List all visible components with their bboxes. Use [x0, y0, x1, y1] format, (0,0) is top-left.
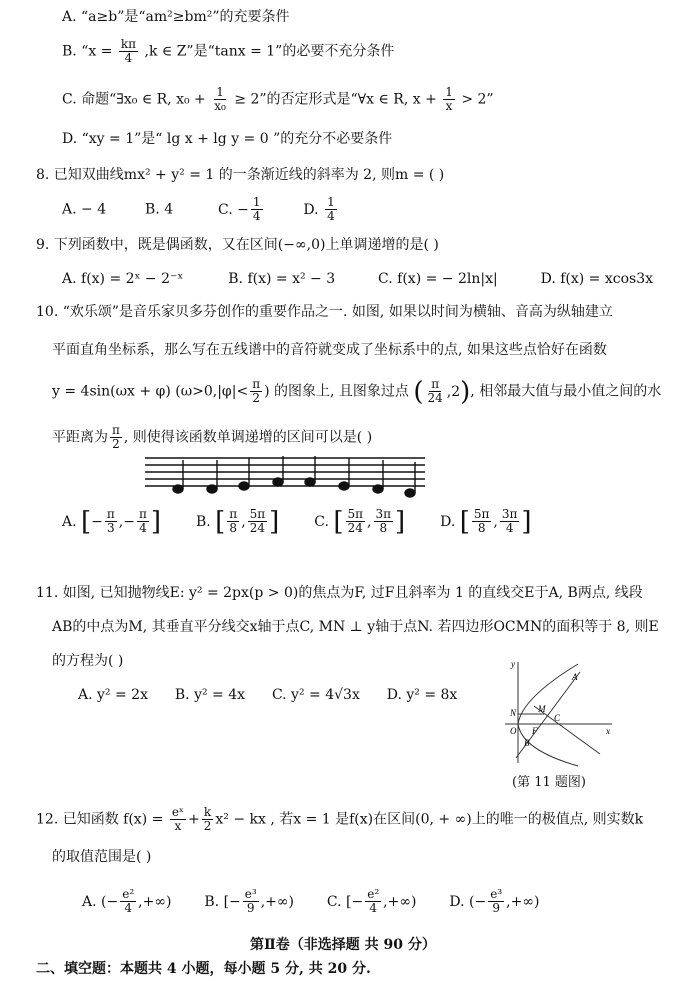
q9-option-d: D. f(x) = xcos3x [540, 271, 654, 287]
q12-option-a: A. (− $\frac{\text{e²}}{4}$ ,+∞) [82, 887, 172, 915]
q7-c-suffix: > 2” [461, 91, 494, 108]
q7-c-middle: ≥ 2”的否定形式是“∀x ∈ R, x + [234, 91, 437, 108]
q7-option-c [62, 86, 494, 113]
fig-label-m: M [538, 704, 546, 714]
q11-line-1: 11. 如图, 已知抛物线E: y² = 2px(p > 0)的焦点为F, 过F且斜率为 1 的直线交E于A, B两点, 线段 [36, 585, 643, 601]
q8-options [62, 196, 339, 223]
parabola-figure [500, 658, 620, 768]
q10-option-d: D. [ $\frac{5\pi}{8}$ , $\frac{3\pi}{4}$ ] [440, 506, 532, 537]
volume-two-title: 第Ⅱ卷（非选择题 共 90 分） [250, 937, 436, 953]
q8-option-c: C. − $\frac{1}{4}$ [218, 195, 261, 223]
q10-option-b: B. [ $\frac{\pi}{8}$ , $\frac{5\pi}{24}$ ] [195, 506, 280, 537]
q10-option-c: C. [ $\frac{5\pi}{24}$ , $\frac{3\pi}{8}$ ] [314, 506, 406, 537]
fig-label-x: x [606, 726, 610, 736]
q8-stem: 8. 已知双曲线mx² + y² = 1 的一条渐近线的斜率为 2, 则m = ( ) [36, 167, 445, 183]
q7-c-fraction-2: $\frac{1}{x}$ [445, 85, 453, 113]
q11-options [78, 686, 457, 704]
note-head [339, 482, 349, 490]
note-head [405, 489, 415, 497]
q12-option-b: B. [− $\frac{\text{e³}}{9}$ ,+∞) [204, 887, 294, 915]
q10-line-1: 10. “欢乐颂”是音乐家贝多芬创作的重要作品之一. 如图, 如果以时间为横轴、音高为纵轴建立 [36, 304, 613, 320]
q7-b-suffix: ,k ∈ Z”是“tanx = 1”的必要不充分条件 [144, 43, 395, 60]
fig-label-o: O [510, 726, 517, 736]
q12-line-2: 的取值范围是( ) [52, 849, 152, 865]
q9-options [62, 270, 653, 288]
q11-figure-caption: (第 11 题图) [512, 775, 586, 790]
q11-line-2: AB的中点为M, 其垂直平分线交x轴于点C, MN ⊥ y轴于点N. 若四边形OCMN的面积等于 8, 则E [52, 619, 659, 635]
q7-c-fraction-1: $\frac{1}{\text{x₀}}$ [214, 85, 226, 113]
q12-line-1: 12. 已知函数 f(x) = $\frac{\text{eˣ}}{x}$ + $\frac{k}{2}$ x² − kx , 若x = 1 是f(x)在区间(0, + ∞)上的唯一的极值点, 则实数k [36, 805, 644, 833]
note-head [305, 478, 315, 486]
note-head [273, 478, 283, 486]
q11-option-d: D. y² = 8x [386, 687, 458, 703]
q7-option-d: D. “xy = 1”是“ lg x + lg y = 0 ”的充分不必要条件 [62, 131, 393, 147]
q10-line-3: y = 4sin(ωx + φ) (ω>0,|φ|< $\frac{\pi}{2}$ ) 的图象上, 且图象过点 ( $\frac{\pi}{24}$ ,2 ) , 相邻最大值与最小值之间的水 [52, 376, 662, 407]
q9-option-b: B. f(x) = x² − 3 [228, 271, 336, 287]
q9-option-c: C. f(x) = − 2ln|x| [378, 271, 498, 287]
q10-line-2: 平面直角坐标系，那么写在五线谱中的音符就变成了坐标系中的点, 如果这些点恰好在函数 [52, 342, 607, 358]
note-head [373, 485, 383, 493]
q10-line-4: 平距离为 $\frac{\pi}{2}$ , 则使得该函数单调递增的区间可以是( ) [52, 423, 373, 451]
q11-option-a: A. y² = 2x [78, 687, 148, 703]
music-staff-figure [140, 452, 430, 502]
q12-options [82, 888, 539, 915]
note-head [207, 485, 217, 493]
q12-option-c: C. [− $\frac{\text{e²}}{4}$ ,+∞) [326, 887, 417, 915]
fig-label-b: B [524, 738, 530, 748]
q7-b-fraction: $\frac{k\pi}{4}$ [120, 37, 137, 65]
fig-label-c: C [554, 713, 561, 723]
note-head [173, 485, 183, 493]
q7-b-prefix: B. “x = [62, 43, 113, 60]
q12-option-d: D. (− $\frac{\text{e³}}{9}$ ,+∞) [449, 887, 540, 915]
q9-option-a: A. f(x) = 2ˣ − 2⁻ˣ [62, 271, 184, 287]
note-head [239, 482, 249, 490]
fig-label-a: A [572, 672, 578, 682]
q10-option-a: A. [ − $\frac{\pi}{3}$ , − $\frac{\pi}{4}$ ] [62, 506, 162, 537]
q8-option-b: B. 4 [145, 201, 174, 218]
fig-label-f: F [532, 726, 538, 736]
q7-c-prefix: C. 命题“∃x₀ ∈ R, x₀ + [62, 91, 206, 108]
q8-option-d: D. $\frac{1}{4}$ [303, 195, 335, 223]
part-two-heading: 二、填空题：本题共 4 小题，每小题 5 分, 共 20 分. [36, 961, 371, 977]
q8-option-a: A. − 4 [62, 201, 107, 218]
q10-options [62, 508, 532, 542]
q7-option-a: A. “a≥b”是“am²≥bm²”的充要条件 [62, 9, 290, 25]
q7-option-b [62, 38, 394, 65]
q11-option-b: B. y² = 4x [174, 687, 246, 703]
fig-label-y: y [511, 659, 515, 669]
q11-line-3: 的方程为( ) [52, 653, 124, 669]
q9-stem: 9. 下列函数中，既是偶函数，又在区间(−∞,0)上单调递增的是( ) [36, 237, 439, 253]
fig-label-n: N [510, 708, 517, 718]
q11-option-c: C. y² = 4√3x [271, 687, 360, 703]
